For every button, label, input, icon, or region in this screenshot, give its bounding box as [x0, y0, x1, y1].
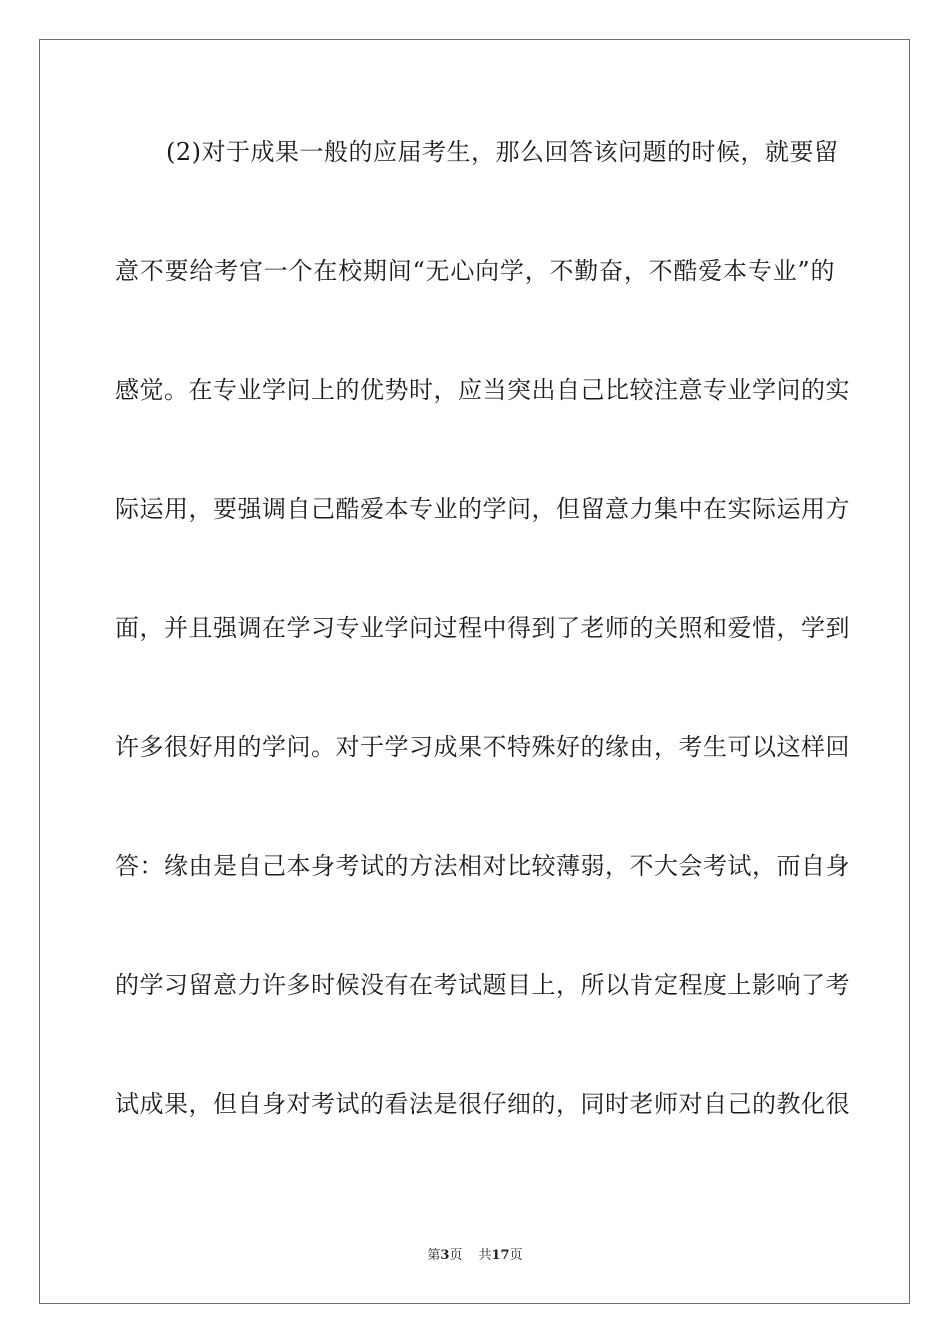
text-line: 意不要给考官一个在校期间“无心向学，不勤奋，不酷爱本专业”的	[115, 257, 835, 285]
page-number: 3	[440, 1248, 450, 1263]
text-line: 际运用，要强调自己酷爱本专业的学问，但留意力集中在实际运用方	[115, 495, 850, 523]
text-line: 答：缘由是自己本身考试的方法相对比较薄弱，不大会考试，而自身	[115, 852, 850, 880]
total-pages: 17	[491, 1248, 510, 1263]
text-line: 许多很好用的学问。对于学习成果不特殊好的缘由，考生可以这样回	[115, 733, 850, 761]
page-label-suffix: 页	[449, 1248, 463, 1263]
total-label-suffix: 页	[509, 1248, 523, 1263]
text-line: 感觉。在专业学问上的优势时，应当突出自己比较注意专业学问的实	[115, 376, 850, 404]
text-line: 试成果，但自身对考试的看法是很仔细的，同时老师对自己的教化很	[115, 1090, 850, 1118]
page-footer	[0, 1246, 950, 1266]
text-line: (2)对于成果一般的应届考生，那么回答该问题的时候，就要留	[166, 138, 839, 166]
text-line: 面，并且强调在学习专业学问过程中得到了老师的关照和爱惜，学到	[115, 614, 850, 642]
body-text	[115, 126, 850, 1197]
total-label-prefix: 共	[478, 1248, 492, 1263]
text-line: 的学习留意力许多时候没有在考试题目上，所以肯定程度上影响了考	[115, 971, 850, 999]
page-label-prefix: 第	[427, 1248, 441, 1263]
